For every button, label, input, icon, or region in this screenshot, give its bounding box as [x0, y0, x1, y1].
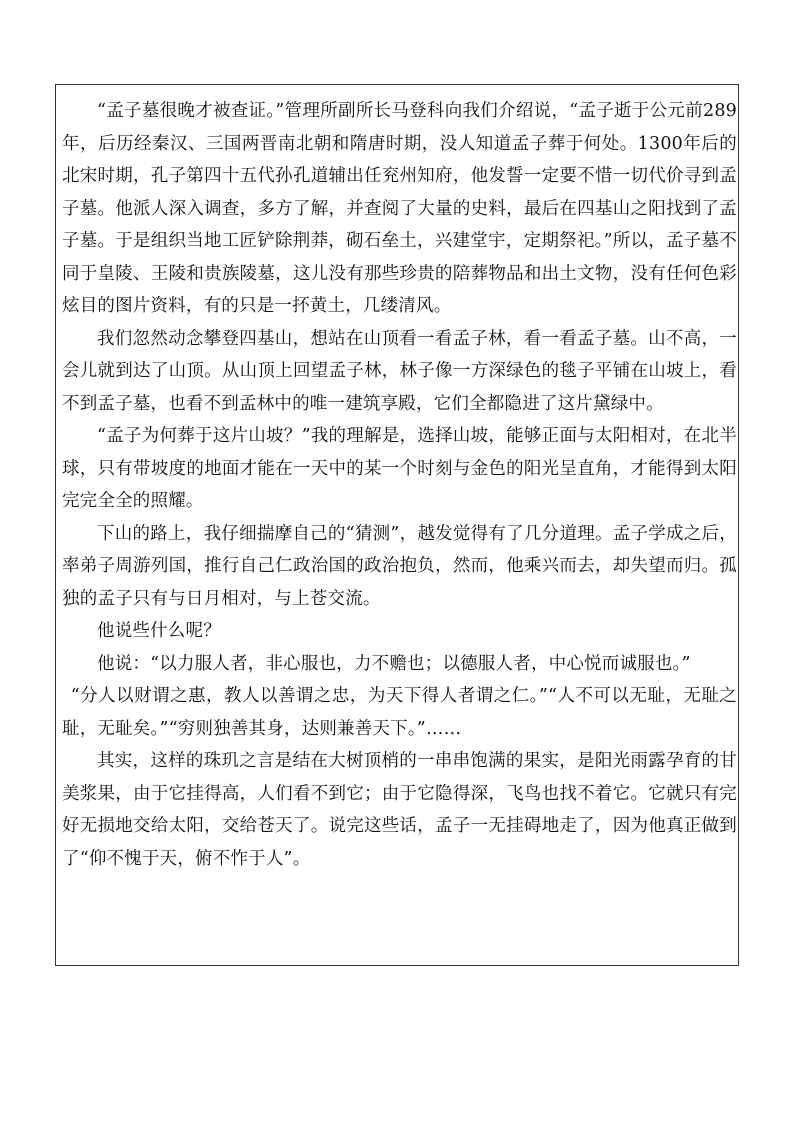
paragraph: 我们忽然动念攀登四基山，想站在山顶看一看孟子林，看一看孟子墓。山不高，一会儿就到达了山顶。从山顶上回望孟子林，林子像一方深绿色的毯子平铺在山坡上，看不到孟子墓，也看不到孟林中的唯一建筑享殿，它们全都隐进了这片黛绿中。: [62, 328, 737, 414]
paragraph: “孟子为何葬于这片山坡？”我的理解是，选择山坡，能够正面与太阳相对，在北半球，只有带坡度的地面才能在一天中的某一个时刻与金色的阳光呈直角，才能得到太阳完完全全的照耀。: [62, 426, 737, 511]
paragraph: 他说：“以力服人者，非心服也，力不赡也；以德服人者，中心悦而诚服也。”: [97, 653, 691, 674]
article-body: [62, 95, 737, 875]
paragraph: 他说些什么呢？: [97, 621, 221, 641]
paragraph: 下山的路上，我仔细揣摩自己的“猜测”，越发觉得有了几分道理。孟子学成之后，率弟子周游列国，推行自己仁政治国的政治抱负，然而，他乘兴而去，却失望而归。孤独的孟子只有与日月相对，与上苍交流。: [62, 523, 737, 609]
paragraph: “孟子墓很晚才被查证。”管理所副所长马登科向我们介绍说，“孟子逝于公元前289年，后历经秦汉、三国两晋南北朝和隋唐时期，没人知道孟子葬于何处。1300年后的北宋时期，孔子第四十五代孙孔道辅出任兖州知府，他发誓一定要不惜一切代价寻到孟子墓。他派人深入调查，多方了解，并查阅了大量的史料，最后在四基山之阳找到了孟子墓。于是组织当地工匠铲除荆莽，砌石垒土，兴建堂宇，定期祭祀。”所以，孟子墓不同于皇陵、王陵和贵族陵墓，这儿没有那些珍贵的陪葬物品和出土文物，没有任何色彩炫目的图片资料，有的只是一抔黄土，几缕清风。: [62, 101, 737, 316]
paragraph: 其实，这样的珠玑之言是结在大树顶梢的一串串饱满的果实，是阳光雨露孕育的甘美浆果，由于它挂得高，人们看不到它；由于它隐得深，飞鸟也找不着它。它就只有完好无损地交给太阳，交给苍天了。说完这些话，孟子一无挂碍地走了，因为他真正做到了“仰不愧于天，俯不怍于人”。: [62, 751, 737, 869]
paragraph: “分人以财谓之惠，教人以善谓之忠，为天下得人者谓之仁。”“人不可以无耻，无耻之耻，无耻矣。”“穷则独善其身，达则兼善天下。”……: [62, 686, 737, 739]
